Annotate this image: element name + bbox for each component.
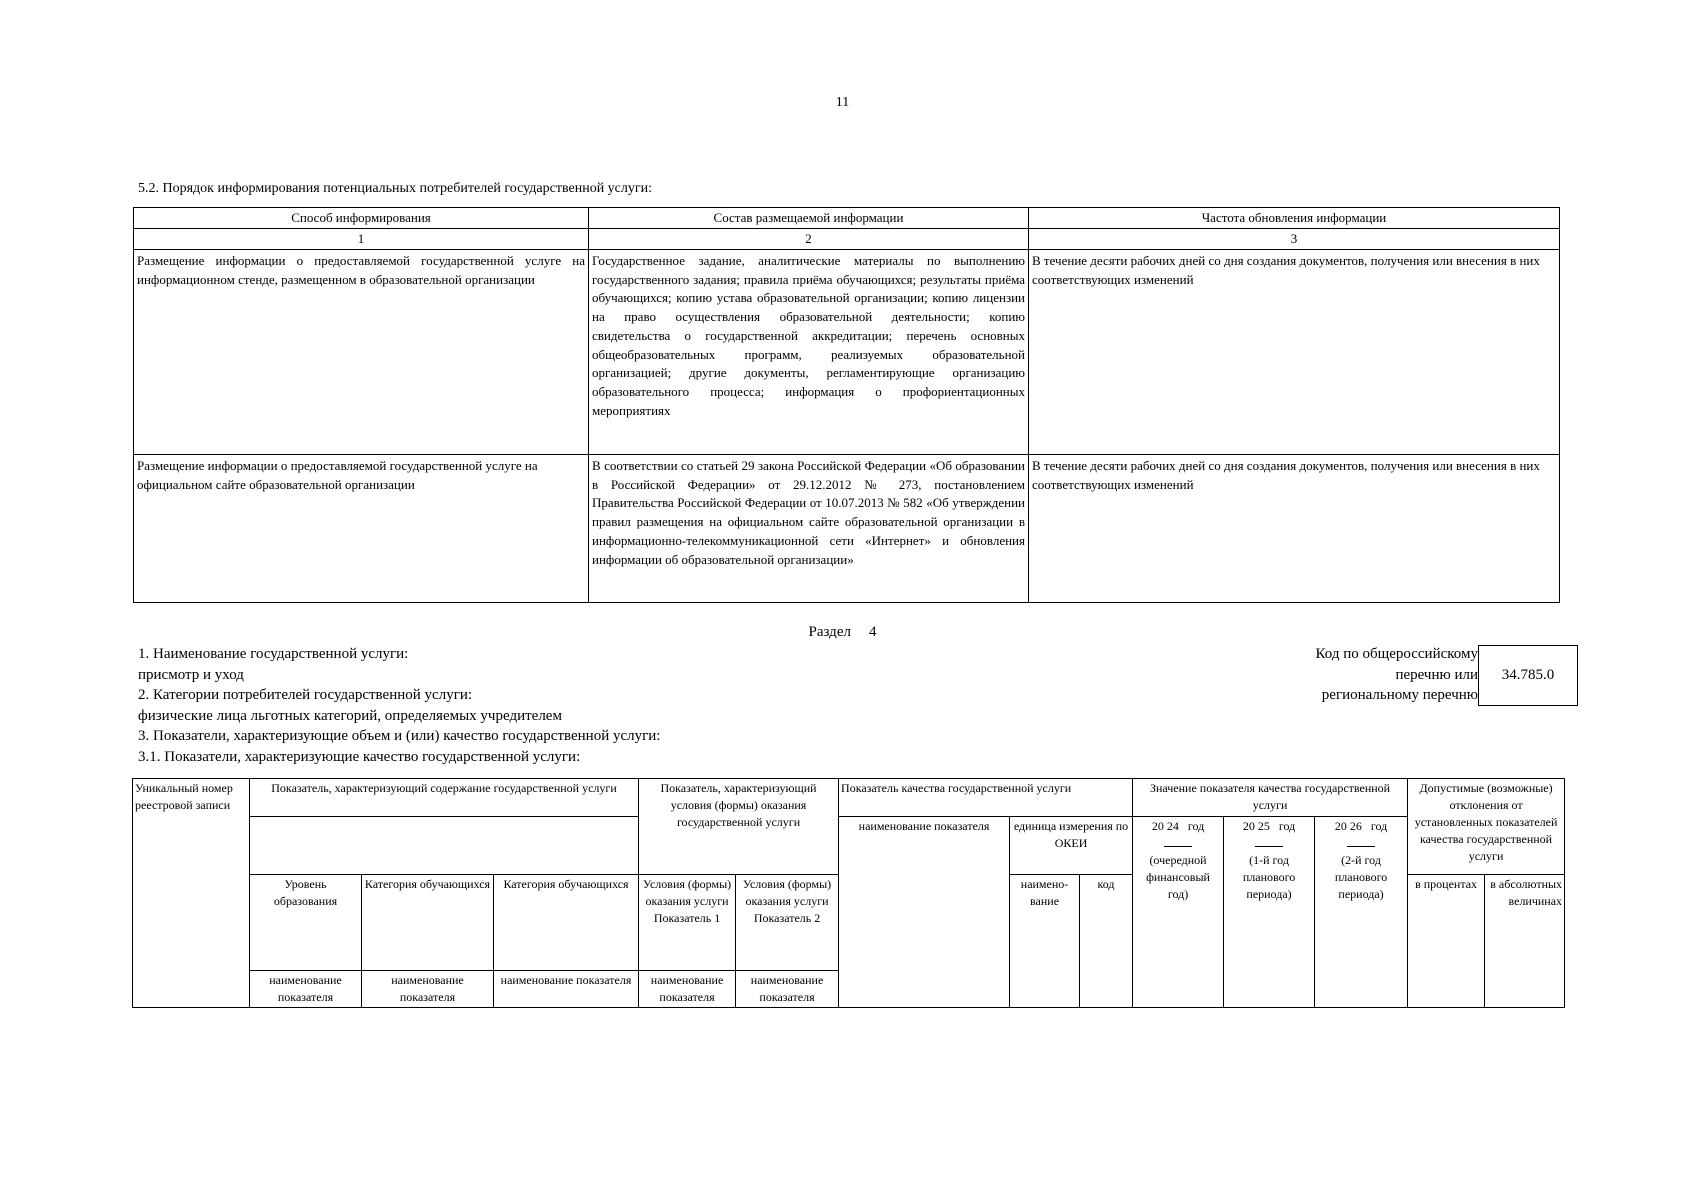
quality-indicators-heading: 3.1. Показатели, характеризующие качество государственной услуги: (138, 748, 581, 765)
header-conditions-indicator: Показатель, характеризующий условия (формы) оказания государственной услуги (639, 779, 839, 875)
registry-code-label (1316, 644, 1478, 706)
section-heading-5-2: 5.2. Порядок информирования потенциальных потребителей государственной услуги: (138, 181, 653, 196)
service-description (138, 644, 660, 767)
year-prefix: 20 (1334, 819, 1347, 833)
year-divider (1135, 835, 1221, 852)
column-number: 2 (589, 229, 1029, 250)
column-header-frequency: Частота обновления информации (1029, 208, 1560, 229)
column-header-content: Состав размещаемой информации (589, 208, 1029, 229)
informing-table (133, 207, 1560, 603)
header-year-2 (1224, 817, 1315, 1008)
table-row (134, 250, 1560, 455)
header-content-indicator: Показатель, характеризующий содержание государственной услуги (250, 779, 639, 817)
sub-header-condition-1: Условия (формы) оказания услуги Показатель 1 (639, 875, 736, 971)
header-indicator-name: наименование показателя (839, 817, 1010, 1008)
year-2-desc: (1-й год планового периода) (1242, 853, 1296, 901)
consumer-category-value: физические лица льготных категорий, определяемых учредителем (138, 707, 562, 724)
header-year-1 (1133, 817, 1224, 1008)
header-unique-number: Уникальный номер реестровой записи (133, 779, 250, 1008)
year-1-desc: (очередной финансовый год) (1146, 853, 1210, 901)
year-suffix: год (1370, 819, 1388, 833)
registry-code-box: 34.785.0 (1478, 645, 1578, 706)
indicator-name-cell: наименование показателя (639, 971, 736, 1008)
year-value: 25 (1257, 819, 1270, 833)
page-number: 11 (835, 95, 850, 110)
header-okei-unit: единица измерения по ОКЕИ (1010, 817, 1133, 875)
year-3-line (1317, 818, 1405, 835)
indicator-name-cell: наименование показателя (362, 971, 494, 1008)
cell-frequency: В течение десяти рабочих дней со дня создания документов, получения или внесения в них соответствующих изменений (1029, 250, 1560, 455)
service-name-value: присмотр и уход (138, 666, 244, 683)
cell-content: В соответствии со статьей 29 закона Российской Федерации «Об образовании в Российской Федерации» от 29.12.2012 № 273, постановлением Правительства Российской Федерации от 10.07.2013 № 582 «Об утверждении правил размещения на официальном сайте образовательной организации в информационно-телекоммуникационной сети «Интернет» и обновления информации об образовательной организации» (589, 455, 1029, 603)
cell-method: Размещение информации о предоставляемой государственной услуге на официальном сайте образовательной организации (134, 455, 589, 603)
column-number: 3 (1029, 229, 1560, 250)
year-suffix: год (1278, 819, 1296, 833)
year-value: 24 (1166, 819, 1179, 833)
sub-header-level: Уровень образования (250, 875, 362, 971)
cell-method: Размещение информации о предоставляемой государственной услуге на информационном стенде, размещенном в образовательной организации (134, 250, 589, 455)
section-label: Раздел (808, 624, 851, 640)
consumer-category-label: 2. Категории потребителей государственной услуги: (138, 687, 473, 703)
year-prefix: 20 (1242, 819, 1255, 833)
header-year-3 (1315, 817, 1408, 1008)
indicator-name-cell: наименование показателя (494, 971, 639, 1008)
table-row (134, 455, 1560, 603)
indicator-name-cell: наименование показателя (736, 971, 839, 1008)
code-label-line: перечню или (1395, 666, 1478, 683)
code-label-line: региональному перечню (1321, 687, 1478, 703)
cell-content: Государственное задание, аналитические материалы по выполнению государственного задания; правила приёма обучающихся; результаты приёма обучающихся; копию устава образовательной организации; копию лицензии на право осуществления образовательной деятельности; копию свидетельства о государственной аккредитации; перечень основных общеобразовательных программ, реализуемых образовательной организацией; другие документы, регламентирующие организацию образовательного процесса; информация о профориентационных мероприятиях (589, 250, 1029, 455)
column-number: 1 (134, 229, 589, 250)
code-label-line: Код по общероссийскому (1315, 646, 1478, 662)
sub-header-category-1: Категория обучающихся (362, 875, 494, 971)
year-divider (1317, 835, 1405, 852)
content-indicator-empty (250, 817, 639, 875)
header-quality-indicator: Показатель качества государственной услуги (839, 779, 1133, 817)
sub-header-in-percent: в процентах (1408, 875, 1485, 1008)
indicators-heading: 3. Показатели, характеризующие объем и (или) качество государственной услуги: (138, 728, 661, 744)
sub-header-okei-name: наимено-вание (1010, 875, 1080, 1008)
sub-header-category-2: Категория обучающихся (494, 875, 639, 971)
sub-header-okei-code: код (1080, 875, 1133, 1008)
year-prefix: 20 (1151, 819, 1164, 833)
sub-header-condition-2: Условия (формы) оказания услуги Показатель 2 (736, 875, 839, 971)
section-number: 4 (868, 624, 877, 640)
sub-header-in-absolute: в абсолютных величинах (1485, 875, 1565, 1008)
year-suffix: год (1187, 819, 1205, 833)
column-header-method: Способ информирования (134, 208, 589, 229)
year-2-line (1226, 818, 1312, 835)
year-3-desc: (2-й год планового периода) (1334, 853, 1388, 901)
year-value: 26 (1349, 819, 1362, 833)
service-name-label: 1. Наименование государственной услуги: (138, 646, 409, 662)
header-allowed-deviation: Допустимые (возможные) отклонения от установленных показателей качества государственной услуги (1408, 779, 1565, 875)
year-divider (1226, 835, 1312, 852)
header-indicator-value: Значение показателя качества государственной услуги (1133, 779, 1408, 817)
quality-indicators-table (132, 778, 1565, 1008)
year-1-line (1135, 818, 1221, 835)
indicator-name-cell: наименование показателя (250, 971, 362, 1008)
section-title (0, 624, 1685, 641)
cell-frequency: В течение десяти рабочих дней со дня создания документов, получения или внесения в них соответствующих изменений (1029, 455, 1560, 603)
